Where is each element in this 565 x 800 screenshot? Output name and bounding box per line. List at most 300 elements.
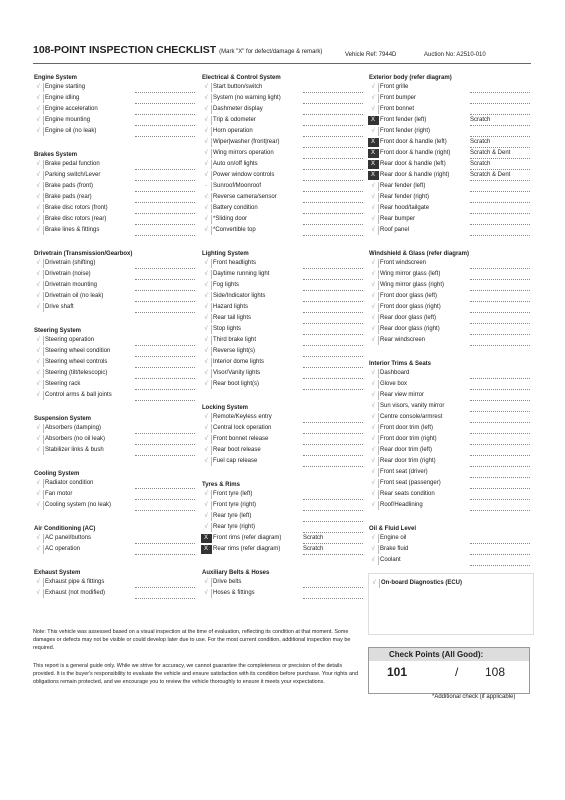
remark-field[interactable] <box>303 368 363 379</box>
checklist-item-ac-panel-buttons <box>33 533 198 544</box>
remark-field[interactable] <box>470 313 530 324</box>
checklist-item-engine-oil <box>368 533 533 544</box>
checklist-item-visor-vanity-lights <box>201 368 366 379</box>
status-box[interactable]: √ <box>201 292 212 301</box>
remark-field[interactable] <box>470 379 530 390</box>
status-box[interactable]: √ <box>201 413 212 422</box>
remark-field[interactable] <box>470 555 530 566</box>
remark-field[interactable] <box>303 302 363 313</box>
status-box[interactable]: √ <box>33 105 44 114</box>
status-box[interactable]: √ <box>201 105 212 114</box>
status-box[interactable]: √ <box>201 347 212 356</box>
remark-field[interactable] <box>303 357 363 368</box>
status-box[interactable]: √ <box>33 446 44 455</box>
remark-field[interactable] <box>470 368 530 379</box>
status-box[interactable]: √ <box>201 215 212 224</box>
remark-field[interactable] <box>470 445 530 456</box>
remark-field[interactable] <box>303 126 363 137</box>
status-box[interactable]: √ <box>201 457 212 466</box>
item-label: Rear tyre (left) <box>213 513 252 519</box>
diagnostics-label: On-board Diagnostics (ECU) <box>381 580 463 586</box>
status-box[interactable]: √ <box>33 193 44 202</box>
status-box[interactable]: √ <box>201 578 212 587</box>
remark-field[interactable] <box>303 313 363 324</box>
remark-field[interactable] <box>470 412 530 423</box>
remark-field[interactable] <box>135 544 195 555</box>
status-box[interactable]: X <box>368 149 379 158</box>
remark-field[interactable] <box>135 390 195 401</box>
checklist-item-front-seat-driver <box>368 467 533 478</box>
remark-field[interactable] <box>470 401 530 412</box>
item-label: Auto on/off lights <box>213 161 258 167</box>
status-box[interactable]: √ <box>201 127 212 136</box>
remark-field[interactable] <box>303 159 363 170</box>
checklist-item-glove-box <box>368 379 533 390</box>
checklist-item-fuel-cap-release <box>201 456 366 467</box>
status-box[interactable]: √ <box>201 589 212 598</box>
status-box[interactable]: √ <box>368 259 379 268</box>
remark-field[interactable]: Scratch <box>470 115 530 126</box>
remark-field[interactable] <box>135 489 195 500</box>
checklist-item-cooling-system-no-leak <box>33 500 198 511</box>
status-box[interactable]: √ <box>33 94 44 103</box>
status-box[interactable]: √ <box>201 116 212 125</box>
section-title: Suspension System <box>34 416 92 422</box>
remark-field[interactable] <box>135 302 195 313</box>
remark-field[interactable] <box>303 170 363 181</box>
check-points-total: 108 <box>485 665 506 679</box>
item-label: Reverse camera/sensor <box>213 194 277 200</box>
status-box[interactable]: √ <box>368 127 379 136</box>
checklist-item-brake-pedal-function <box>33 159 198 170</box>
checklist-item-front-door-trim-left <box>368 423 533 434</box>
remark-field[interactable] <box>470 82 530 93</box>
remark-field[interactable] <box>470 291 530 302</box>
item-label: Parking switch/Lever <box>45 172 101 178</box>
remark-field[interactable] <box>470 104 530 115</box>
remark-field[interactable] <box>135 159 195 170</box>
section-title: Engine System <box>34 75 78 81</box>
section-windshield-glass-refer-diagram <box>368 247 533 346</box>
remark-field[interactable] <box>135 445 195 456</box>
status-box[interactable]: √ <box>33 182 44 191</box>
remark-field[interactable] <box>303 225 363 236</box>
remark-field[interactable] <box>303 412 363 423</box>
status-box[interactable]: √ <box>33 501 44 510</box>
remark-field[interactable] <box>135 214 195 225</box>
remark-field[interactable] <box>470 192 530 203</box>
item-label: *Convertible top <box>213 227 256 233</box>
section-title: Steering System <box>34 328 82 334</box>
checklist-item-front-fender-right <box>368 126 533 137</box>
remark-field[interactable] <box>470 423 530 434</box>
item-label: Wing mirror glass (right) <box>380 282 445 288</box>
remark-field[interactable] <box>470 467 530 478</box>
status-box[interactable]: √ <box>33 127 44 136</box>
item-label: Reverse light(s) <box>213 348 256 354</box>
checklist-item-steering-tilt-telescopic <box>33 368 198 379</box>
status-box[interactable]: √ <box>368 490 379 499</box>
remark-field[interactable] <box>135 203 195 214</box>
status-box[interactable]: √ <box>33 391 44 400</box>
status-box[interactable]: X <box>368 138 379 147</box>
item-label: Wiper|washer (front|rear) <box>213 139 280 145</box>
status-box[interactable]: √ <box>33 358 44 367</box>
status-box[interactable]: √ <box>33 545 44 554</box>
section-title: Electrical & Control System <box>202 75 281 81</box>
status-box[interactable]: √ <box>201 204 212 213</box>
item-label: Front door glass (left) <box>380 293 438 299</box>
status-box[interactable]: √ <box>368 402 379 411</box>
remark-field[interactable]: Scratch & Dent <box>470 148 530 159</box>
item-label: Rear seats condition <box>380 491 435 497</box>
status-box[interactable]: √ <box>201 149 212 158</box>
remark-field[interactable] <box>303 181 363 192</box>
remark-field[interactable]: Scratch <box>303 533 363 544</box>
item-label: Fan motor <box>45 491 73 497</box>
checklist-item-brake-pads-front <box>33 181 198 192</box>
status-box[interactable]: √ <box>368 435 379 444</box>
status-box[interactable]: √ <box>368 413 379 422</box>
status-box[interactable]: √ <box>368 468 379 477</box>
status-box[interactable]: √ <box>201 523 212 532</box>
remark-field[interactable] <box>470 456 530 467</box>
remark-field[interactable] <box>470 181 530 192</box>
status-box[interactable]: √ <box>201 303 212 312</box>
remark-field[interactable] <box>303 500 363 511</box>
remark-field[interactable] <box>303 335 363 346</box>
section-drivetrain-transmission-gearbox <box>33 247 198 313</box>
remark-field[interactable] <box>135 434 195 445</box>
status-box[interactable]: √ <box>201 83 212 92</box>
remark-field[interactable] <box>135 258 195 269</box>
checklist-item-front-seat-passenger <box>368 478 533 489</box>
remark-field[interactable] <box>135 269 195 280</box>
status-box[interactable]: √ <box>368 545 379 554</box>
checklist-item-rear-tyre-right <box>201 522 366 533</box>
remark-field[interactable] <box>303 346 363 357</box>
status-box[interactable]: √ <box>201 193 212 202</box>
status-box[interactable]: - <box>201 182 212 191</box>
status-box[interactable]: √ <box>33 578 44 587</box>
status-box[interactable]: √ <box>33 380 44 389</box>
status-box[interactable]: X <box>201 534 212 543</box>
status-box[interactable]: √ <box>368 457 379 466</box>
status-box[interactable]: √ <box>33 479 44 488</box>
status-box[interactable]: √ <box>33 435 44 444</box>
status-box[interactable]: √ <box>368 182 379 191</box>
remark-field[interactable] <box>303 588 363 599</box>
remark-field[interactable] <box>135 357 195 368</box>
remark-field[interactable] <box>135 533 195 544</box>
status-box[interactable]: √ <box>368 501 379 510</box>
status-box[interactable]: √ <box>368 105 379 114</box>
remark-field[interactable] <box>470 269 530 280</box>
item-label: Front grille <box>380 84 409 90</box>
checklist-item-trip-odometer <box>201 115 366 126</box>
remark-field[interactable] <box>135 181 195 192</box>
status-box[interactable]: √ <box>368 424 379 433</box>
item-label: Engine mounting <box>45 117 91 123</box>
status-box[interactable]: √ <box>201 314 212 323</box>
checklist-item-exhaust-pipe-fittings <box>33 577 198 588</box>
status-box[interactable]: √ <box>33 424 44 433</box>
checklist-item-ac-operation <box>33 544 198 555</box>
remark-field[interactable] <box>303 324 363 335</box>
section-gap <box>201 236 366 247</box>
remark-field[interactable] <box>303 93 363 104</box>
remark-field[interactable] <box>135 280 195 291</box>
checklist-item-front-bonnet-release <box>201 434 366 445</box>
remark-field[interactable] <box>470 214 530 225</box>
checklist-item-dashboard <box>368 368 533 379</box>
item-label: Drivetrain (noise) <box>45 271 91 277</box>
checklist-item-rear-fender-right <box>368 192 533 203</box>
status-box[interactable]: √ <box>201 446 212 455</box>
status-box[interactable]: √ <box>201 226 212 235</box>
remark-field[interactable] <box>303 137 363 148</box>
remark-field[interactable] <box>303 522 363 533</box>
remark-field[interactable] <box>135 478 195 489</box>
status-box[interactable]: √ <box>201 369 212 378</box>
remark-field[interactable] <box>135 379 195 390</box>
status-box[interactable]: √ <box>368 292 379 301</box>
status-box[interactable]: X <box>368 160 379 169</box>
status-box[interactable]: √ <box>368 226 379 235</box>
status-box[interactable]: √ <box>201 424 212 433</box>
status-box[interactable]: √ <box>201 358 212 367</box>
remark-field[interactable] <box>303 456 363 467</box>
status-box[interactable]: √ <box>201 259 212 268</box>
item-label: Cooling system (no leak) <box>45 502 112 508</box>
remark-field[interactable] <box>303 104 363 115</box>
section-title: Oil & Fluid Level <box>369 526 417 532</box>
remark-field[interactable] <box>135 368 195 379</box>
checklist-item-front-door-handle-right <box>368 148 533 159</box>
remark-field[interactable] <box>303 115 363 126</box>
remark-field[interactable] <box>470 302 530 313</box>
remark-field[interactable] <box>135 192 195 203</box>
remark-field[interactable] <box>470 280 530 291</box>
status-box[interactable]: √ <box>201 512 212 521</box>
checklist-item-interior-dome-lights <box>201 357 366 368</box>
status-box[interactable]: √ <box>201 380 212 389</box>
status-box[interactable]: √ <box>201 160 212 169</box>
item-label: Front bumper <box>380 95 417 101</box>
remark-field[interactable] <box>303 82 363 93</box>
status-box[interactable]: √ <box>368 94 379 103</box>
status-box[interactable]: √ <box>368 380 379 389</box>
status-box[interactable]: √ <box>33 116 44 125</box>
status-box[interactable]: √ <box>201 138 212 147</box>
status-box[interactable]: √ <box>33 83 44 92</box>
section-title: Windshield & Glass (refer diagram) <box>369 251 469 257</box>
remark-field[interactable] <box>135 115 195 126</box>
checklist-item-rear-boot-release <box>201 445 366 456</box>
remark-field[interactable] <box>135 500 195 511</box>
status-box[interactable]: √ <box>368 325 379 334</box>
status-box[interactable]: √ <box>201 281 212 290</box>
status-box[interactable]: √ <box>33 259 44 268</box>
status-box[interactable]: √ <box>201 435 212 444</box>
remark-field[interactable] <box>303 269 363 280</box>
status-box[interactable]: √ <box>201 171 212 180</box>
status-box[interactable]: √ <box>201 501 212 510</box>
remark-field[interactable] <box>303 291 363 302</box>
section-exterior-body-refer-diagram <box>368 71 533 236</box>
section-exhaust-system <box>33 566 198 599</box>
remark-field[interactable] <box>470 478 530 489</box>
remark-field[interactable] <box>470 500 530 511</box>
item-label: Front door trim (right) <box>380 436 437 442</box>
diagnostics-row <box>369 578 533 589</box>
checklist-item-rear-door-trim-left <box>368 445 533 456</box>
remark-field[interactable] <box>303 577 363 588</box>
item-label: Rear door & handle (right) <box>380 172 450 178</box>
item-label: Rear door glass (left) <box>380 315 437 321</box>
status-box[interactable]: √ <box>368 369 379 378</box>
item-label: Battery condition <box>213 205 258 211</box>
status-box[interactable]: √ <box>368 83 379 92</box>
remark-field[interactable] <box>303 379 363 390</box>
status-box[interactable]: √ <box>368 303 379 312</box>
item-label: Coolant <box>380 557 401 563</box>
remark-field[interactable] <box>135 93 195 104</box>
remark-field[interactable]: Scratch & Dent <box>470 170 530 181</box>
remark-field[interactable] <box>470 489 530 500</box>
status-box[interactable]: √ <box>201 490 212 499</box>
item-label: Centre console/armrest <box>380 414 443 420</box>
section-suspension-system <box>33 412 198 456</box>
remark-field[interactable] <box>135 82 195 93</box>
section-title: Locking System <box>202 405 249 411</box>
remark-field[interactable] <box>470 126 530 137</box>
section-gap <box>201 467 366 478</box>
remark-field[interactable] <box>303 489 363 500</box>
status-box[interactable]: √ <box>368 193 379 202</box>
remark-field[interactable] <box>470 390 530 401</box>
checklist-item-rear-rims-refer-diagram <box>201 544 366 555</box>
status-box[interactable]: √ <box>368 534 379 543</box>
item-label: Engine acceleration <box>45 106 98 112</box>
status-box[interactable]: X <box>368 116 379 125</box>
item-label: Front headlights <box>213 260 257 266</box>
status-box[interactable]: √ <box>33 336 44 345</box>
checklist-item-front-tyre-left <box>201 489 366 500</box>
remark-field[interactable] <box>470 225 530 236</box>
checklist-item-front-bumper <box>368 93 533 104</box>
status-box[interactable]: √ <box>368 270 379 279</box>
status-box[interactable]: √ <box>201 336 212 345</box>
remark-field[interactable] <box>303 511 363 522</box>
status-box[interactable]: √ <box>368 204 379 213</box>
status-box[interactable]: √ <box>33 347 44 356</box>
remark-field[interactable] <box>470 324 530 335</box>
checklist-item-sun-visors-vanity-mirror <box>368 401 533 412</box>
remark-field[interactable] <box>303 445 363 456</box>
status-box[interactable]: X <box>201 545 212 554</box>
remark-field[interactable] <box>303 214 363 225</box>
status-box[interactable]: √ <box>33 369 44 378</box>
status-box[interactable]: √ <box>33 292 44 301</box>
status-box[interactable]: √ <box>368 391 379 400</box>
status-box[interactable]: √ <box>368 556 379 565</box>
remark-field[interactable] <box>135 577 195 588</box>
remark-field[interactable] <box>303 192 363 203</box>
status-box[interactable]: √ <box>201 270 212 279</box>
status-box[interactable]: √ <box>33 171 44 180</box>
remark-field[interactable] <box>135 225 195 236</box>
status-box[interactable]: √ <box>368 336 379 345</box>
remark-field[interactable] <box>470 93 530 104</box>
status-box[interactable]: √ <box>33 589 44 598</box>
item-label: Hoses & fittings <box>213 590 255 596</box>
remark-field[interactable] <box>470 544 530 555</box>
item-label: System (no warning light) <box>213 95 281 101</box>
status-box[interactable]: √ <box>33 226 44 235</box>
title-instruction: (Mark "X" for defect/damage & remark) <box>219 49 323 55</box>
remark-field[interactable] <box>135 104 195 115</box>
checklist-item-front-tyre-right <box>201 500 366 511</box>
remark-field[interactable] <box>303 280 363 291</box>
checklist-item-absorbers-no-oil-leak <box>33 434 198 445</box>
status-box[interactable]: √ <box>368 479 379 488</box>
checklist-item-rear-seats-condition <box>368 489 533 500</box>
remark-field[interactable] <box>135 346 195 357</box>
remark-field[interactable] <box>303 423 363 434</box>
remark-field[interactable] <box>135 291 195 302</box>
status-box[interactable]: √ <box>368 314 379 323</box>
remark-field[interactable] <box>303 434 363 445</box>
status-box[interactable]: √ <box>201 94 212 103</box>
status-box[interactable]: X <box>368 171 379 180</box>
remark-field[interactable] <box>470 434 530 445</box>
item-label: Control arms & ball joints <box>45 392 112 398</box>
remark-field[interactable] <box>135 423 195 434</box>
remark-field[interactable]: Scratch <box>470 159 530 170</box>
status-box[interactable]: √ <box>368 215 379 224</box>
remark-field[interactable] <box>303 203 363 214</box>
status-box[interactable]: √ <box>33 160 44 169</box>
status-box[interactable]: √ <box>33 270 44 279</box>
remark-field[interactable] <box>135 335 195 346</box>
remark-field[interactable]: Scratch <box>470 137 530 148</box>
status-box[interactable]: √ <box>368 281 379 290</box>
checklist-item-wing-mirrors-operation <box>201 148 366 159</box>
remark-field[interactable] <box>470 533 530 544</box>
remark-field[interactable] <box>470 335 530 346</box>
status-box[interactable]: √ <box>33 490 44 499</box>
remark-field[interactable] <box>135 588 195 599</box>
status-box[interactable]: √ <box>33 303 44 312</box>
remark-field[interactable] <box>135 170 195 181</box>
diagnostics-status-box[interactable]: √ <box>369 579 380 588</box>
remark-field[interactable] <box>470 258 530 269</box>
remark-field[interactable] <box>135 126 195 137</box>
status-box[interactable]: √ <box>368 446 379 455</box>
remark-field[interactable] <box>303 258 363 269</box>
section-title: Exhaust System <box>34 570 81 576</box>
status-box[interactable]: √ <box>201 325 212 334</box>
status-box[interactable]: √ <box>33 281 44 290</box>
remark-field[interactable] <box>470 203 530 214</box>
remark-field[interactable] <box>303 148 363 159</box>
checklist-column-3 <box>368 71 533 566</box>
remark-field[interactable]: Scratch <box>303 544 363 555</box>
status-box[interactable]: √ <box>33 204 44 213</box>
status-box[interactable]: √ <box>33 534 44 543</box>
status-box[interactable]: √ <box>33 215 44 224</box>
